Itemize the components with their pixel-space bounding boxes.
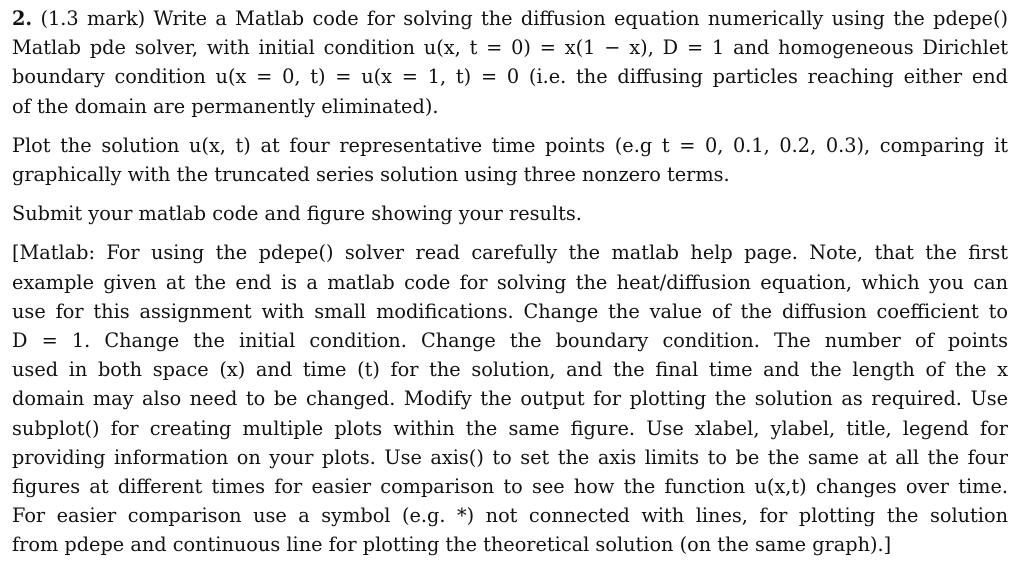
submit-line-1: Submit your matlab code and figure showing your results.: [12, 202, 582, 226]
assignment-document: [12, 4, 1008, 560]
matlab-note: [12, 238, 1008, 559]
problem-line-3: boundary condition u(x = 0, t) = u(x = 1, t) = 0 (i.e. the diffusing particles reaching either end: [12, 65, 1008, 89]
matlab-line-11: from pdepe and continuous line for plotting the theoretical solution (on the same graph).]: [12, 533, 892, 557]
matlab-line-6: domain may also need to be changed. Modify the output for plotting the solution as required. Use: [12, 387, 1008, 411]
problem-line-1-text: (1.3 mark) Write a Matlab code for solving the diffusion equation numerically using the pdepe(): [40, 7, 1008, 30]
problem-number: 2.: [12, 7, 33, 30]
matlab-line-4: D = 1. Change the initial condition. Change the boundary condition. The number of points: [12, 329, 1008, 353]
matlab-line-10: For easier comparison use a symbol (e.g. *) not connected with lines, for plotting the solution: [12, 504, 1008, 528]
matlab-line-1: [Matlab: For using the pdepe() solver read carefully the matlab help page. Note, that the first: [12, 241, 1008, 265]
matlab-line-8: providing information on your plots. Use axis() to set the axis limits to be the same at all the four: [12, 445, 1008, 469]
matlab-line-2: example given at the end is a matlab code for solving the heat/diffusion equation, which you can: [12, 270, 1008, 294]
problem-statement: [12, 4, 1008, 121]
problem-line-1: [12, 4, 1008, 33]
plot-instruction: [12, 131, 1008, 189]
matlab-line-3: use for this assignment with small modifications. Change the value of the diffusion coefficient to: [12, 299, 1008, 323]
problem-line-2: Matlab pde solver, with initial condition u(x, t = 0) = x(1 − x), D = 1 and homogeneous Dirichlet: [12, 36, 1008, 60]
problem-line-4: of the domain are permanently eliminated).: [12, 94, 439, 118]
matlab-line-9: figures at different times for easier comparison to see how the function u(x,t) changes over time.: [12, 475, 1008, 499]
plot-line-2: graphically with the truncated series solution using three nonzero terms.: [12, 163, 730, 187]
matlab-line-7: subplot() for creating multiple plots within the same figure. Use xlabel, ylabel, title, legend for: [12, 416, 1008, 440]
plot-line-1: Plot the solution u(x, t) at four representative time points (e.g t = 0, 0.1, 0.2, 0.3), comparing it: [12, 133, 1008, 157]
submit-instruction: [12, 199, 1008, 228]
matlab-line-5: used in both space (x) and time (t) for the solution, and the final time and the length of the x: [12, 358, 1008, 382]
